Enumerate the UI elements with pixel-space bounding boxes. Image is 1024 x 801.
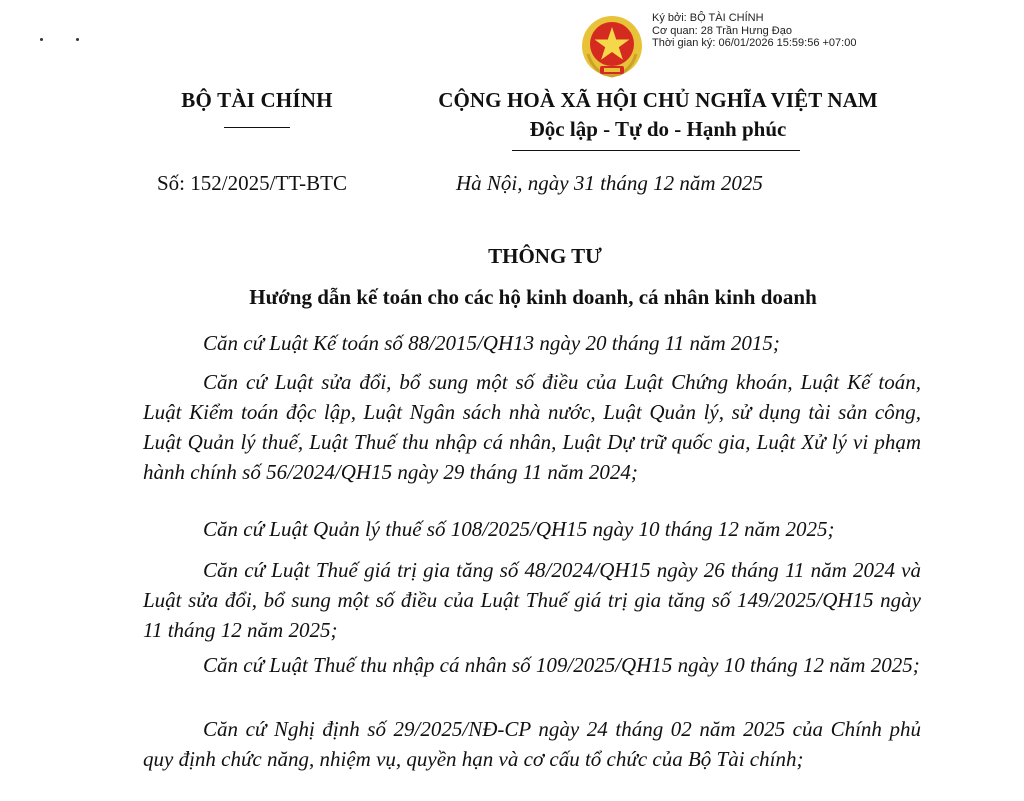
signed-by: Ký bởi: BỘ TÀI CHÍNH — [652, 12, 764, 24]
legal-basis-paragraph: Căn cứ Luật Thuế thu nhập cá nhân số 109/2025/QH15 ngày 10 tháng 12 năm 2025; — [203, 653, 920, 677]
national-emblem-icon — [578, 14, 646, 82]
agency-underline — [224, 127, 290, 128]
scan-speck — [76, 38, 79, 41]
scan-speck — [40, 38, 43, 41]
signed-time: Thời gian ký: 06/01/2026 15:59:56 +07:00 — [652, 37, 857, 49]
national-title: CỘNG HOÀ XÃ HỘI CHỦ NGHĨA VIỆT NAM — [438, 88, 878, 112]
national-motto: Độc lập - Tự do - Hạnh phúc — [529, 117, 787, 141]
legal-basis-paragraph: Căn cứ Luật Quản lý thuế số 108/2025/QH15 ngày 10 tháng 12 năm 2025; — [203, 517, 835, 541]
document-subject: Hướng dẫn kế toán cho các hộ kinh doanh, cá nhân kinh doanh — [249, 285, 817, 309]
digital-signature-block — [652, 12, 856, 50]
motto-underline — [512, 150, 800, 151]
place-and-date: Hà Nội, ngày 31 tháng 12 năm 2025 — [456, 171, 763, 195]
issuing-agency: BỘ TÀI CHÍNH — [181, 88, 333, 112]
legal-basis-paragraph: Căn cứ Luật sửa đổi, bổ sung một số điều của Luật Chứng khoán, Luật Kế toán, Luật Kiểm toán độc lập, Luật Ngân sách nhà nước, Luật Quản lý, sử dụng tài sản công, Luật Quản lý thuế, Luật Thuế thu nhập cá nhân, Luật Dự trữ quốc gia, Luật Xử lý vi phạm hành chính số 56/2024/QH15 ngày 29 tháng 11 năm 2024; — [143, 370, 921, 484]
signer-agency: Cơ quan: 28 Trần Hưng Đạo — [652, 24, 792, 37]
legal-basis-paragraph: Căn cứ Luật Kế toán số 88/2015/QH13 ngày 20 tháng 11 năm 2015; — [203, 331, 780, 355]
document-type: THÔNG TƯ — [488, 244, 602, 268]
legal-basis-paragraph: Căn cứ Nghị định số 29/2025/NĐ-CP ngày 24 tháng 02 năm 2025 của Chính phủ quy định chức năng, nhiệm vụ, quyền hạn và cơ cấu tổ chức của Bộ Tài chính; — [143, 717, 921, 771]
document-number: Số: 152/2025/TT-BTC — [157, 171, 347, 195]
legal-basis-paragraph: Căn cứ Luật Thuế giá trị gia tăng số 48/2024/QH15 ngày 26 tháng 11 năm 2024 và Luật sửa đổi, bổ sung một số điều của Luật Thuế giá trị gia tăng số 149/2025/QH15 ngày 11 tháng 12 năm 2025; — [143, 558, 921, 642]
